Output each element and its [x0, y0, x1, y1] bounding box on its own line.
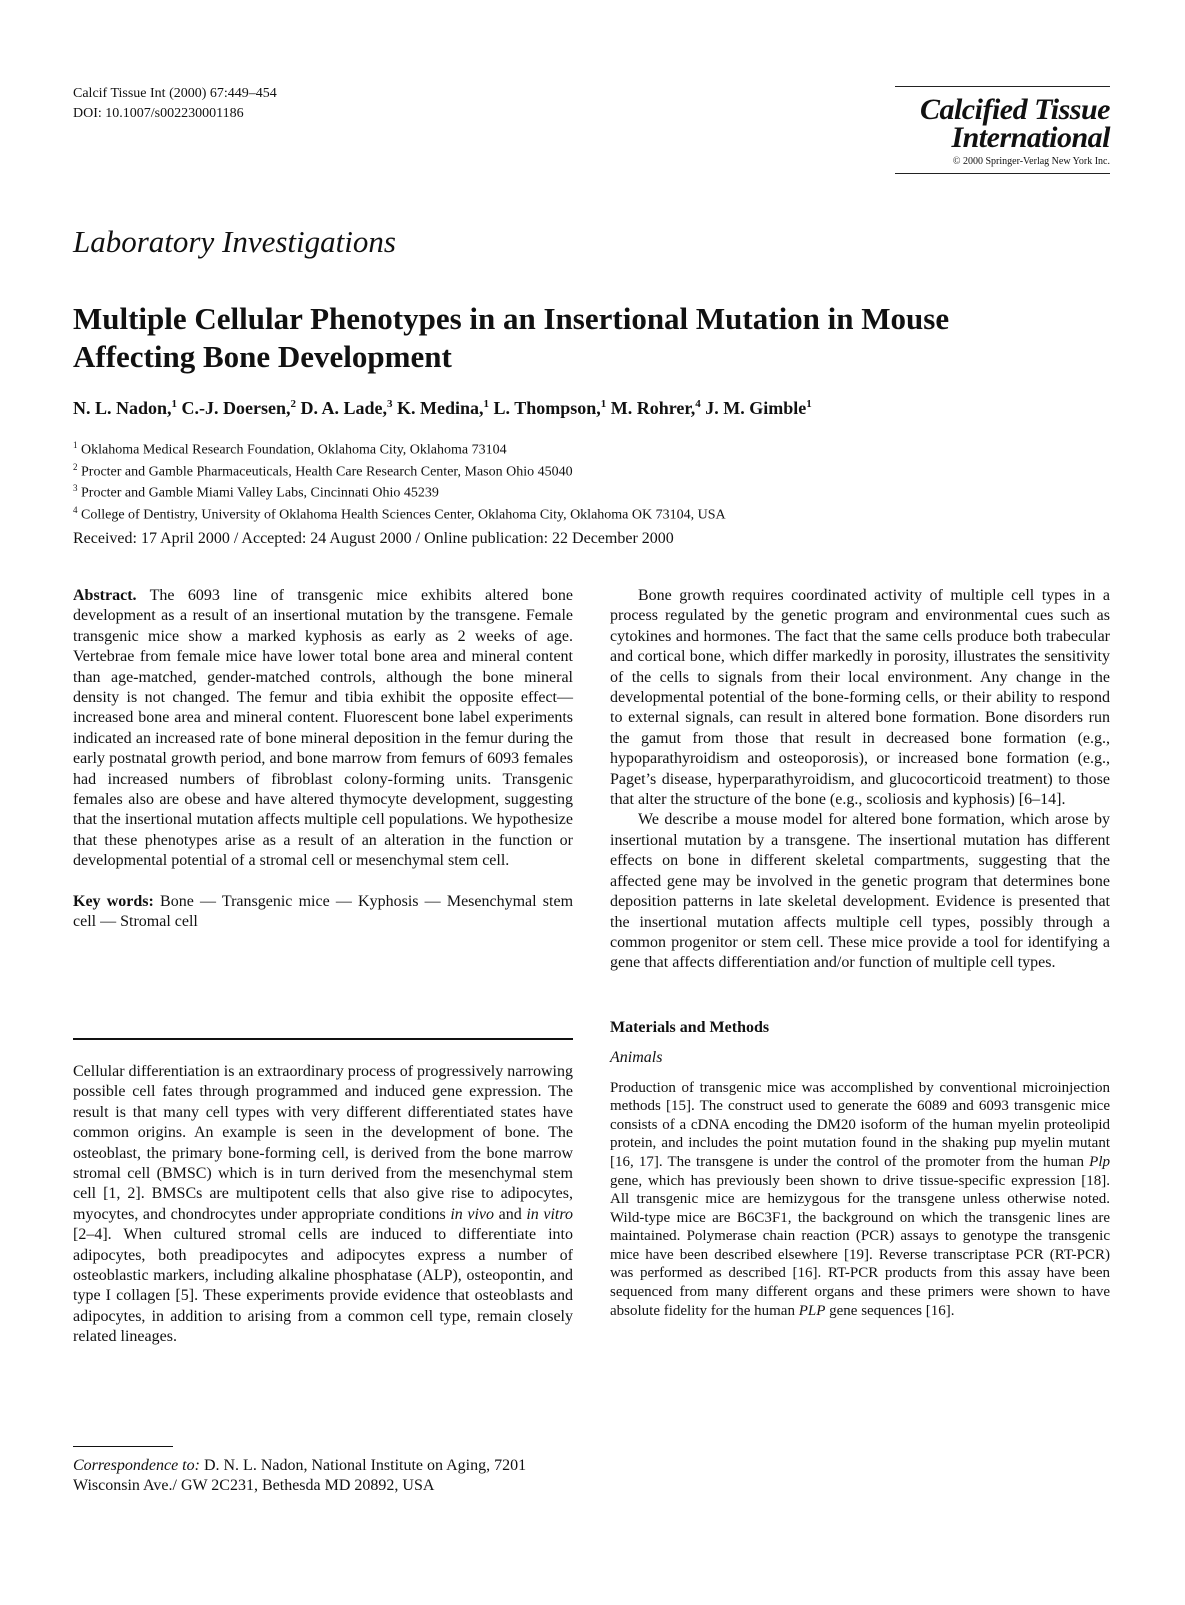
author: K. Medina,$^1$	[397, 398, 490, 418]
section-label: Laboratory Investigations	[73, 224, 396, 259]
brand-top-rule	[895, 86, 1110, 87]
keywords-label: Key words:	[73, 892, 154, 910]
doi: DOI: 10.1007/s002230001186	[73, 106, 244, 121]
abstract-divider	[73, 1038, 573, 1040]
keywords	[73, 892, 573, 933]
journal-logo-line2: International	[951, 121, 1110, 154]
publication-dates: Received: 17 April 2000 / Accepted: 24 August 2000 / Online publication: 22 December 2000	[73, 530, 674, 547]
intro-paragraph: We describe a mouse model for altered bone formation, which arose by insertional mutation by a transgene. The insertional mutation has different effects on bone in different skeletal compartments, suggesting that the affected gene may be involved in the genetic program that determines bone deposition patterns in late skeletal development. Evidence is presented that the insertional mutation affects multiple cell types, possibly through a common progenitor or stem cell. These mice provide a tool for identifying a gene that affects differentiation and/or function of multiple cell types.	[610, 811, 1110, 972]
affiliation: $^1$ Oklahoma Medical Research Foundation, Oklahoma City, Oklahoma 73104	[73, 440, 507, 458]
author-list	[73, 398, 812, 419]
author: J. M. Gimble$^1$	[705, 398, 812, 418]
author: L. Thompson,$^1$	[493, 398, 607, 418]
subsection-heading-animals: Animals	[610, 1049, 663, 1067]
journal-citation-block	[73, 84, 277, 124]
intro-paragraph: Cellular differentiation is an extraordinary process of progressively narrowing possible cell fates through programmed and induced gene expression. The result is that many cell types with very different differentiated states have common origins. An example is seen in the development of bone. The osteoblast, the primary bone-forming cell, is derived from the bone marrow stromal cell (BMSC) which is in turn derived from the mesenchymal stem cell [1, 2]. BMSCs are multipotent cells that also give rise to adipocytes, myocytes, and chondrocytes under appropriate conditions in vivo and in vitro [2–4]. When cultured stromal cells are induced to differentiate into adipocytes, both preadipocytes and adipocytes express a number of osteoblastic markers, including alkaline phosphatase (ALP), osteopontin, and type I collagen [5]. These experiments provide evidence that osteoblasts and adipocytes, in addition to arising from a common cell type, remain closely related lineages.	[73, 1063, 574, 1346]
footnote-divider	[73, 1446, 173, 1447]
abstract-label: Abstract.	[73, 587, 137, 604]
animals-paragraph: Production of transgenic mice was accomplished by conventional microinjection methods [15]. The construct used to generate the 6089 and 6093 transgenic mice consists of a cDNA encoding the DM20 isoform of the human myelin proteolipid protein, and includes the point mutation found in the shaking pup myelin mutant [16, 17]. The transgene is under the control of the promoter from the human Plp gene, which has previously been shown to drive tissue-specific expression [18]. All transgenic mice are hemizygous for the transgene unless otherwise noted. Wild-type mice are B6C3F1, the background on which the transgenic lines are maintained. Polymerase chain reaction (PCR) assays to genotype the transgenic mice have been described elsewhere [19]. Reverse transcriptase PCR (RT-PCR) was performed as described [16]. RT-PCR products from this assay have been sequenced from many different organs and these primers were shown to have absolute fidelity for the human PLP gene sequences [16].	[610, 1079, 1110, 1319]
correspondence-label: Correspondence to:	[73, 1457, 200, 1474]
intro-paragraph: Bone growth requires coordinated activity of multiple cell types in a process regulated by the genetic program and environmental cues such as cytokines and hormones. The fact that the same cells produce both trabecular and cortical bone, which differ markedly in porosity, illustrates the sensitivity of the cells to signals from their local environment. Any change in the developmental potential of the bone-forming cells, or their ability to respond to external signals, can result in altered bone formation. Bone disorders run the gamut from those that result in decreased bone formation (e.g., hypoparathyroidism and osteoporosis), or increased bone formation (e.g., Paget’s disease, hyperparathyroidism, and glucocorticoid treatment) to those that alter the structure of the bone (e.g., scoliosis and kyphosis) [6–14].	[610, 587, 1110, 809]
affiliation-list	[73, 437, 726, 524]
journal-logo-text	[895, 93, 1110, 154]
affiliation: $^4$ College of Dentistry, University of Oklahoma Health Sciences Center, Oklahoma City, Oklahoma OK 73104, USA	[73, 504, 726, 523]
title-line-1: Multiple Cellular Phenotypes in an Insertional Mutation in Mouse	[73, 301, 950, 336]
abstract-text: The 6093 line of transgenic mice exhibits altered bone development as a result of an insertional mutation by the transgene. Female transgenic mice show a marked kyphosis as early as 2 weeks of age. Vertebrae from female mice have lower total bone area and mineral content than age-matched, gender-matched controls, although the bone mineral density is not changed. The femur and tibia exhibit the opposite effect—increased bone area and mineral content. Fluorescent bone label experiments indicated an increased rate of bone mineral deposition in the femur during the early postnatal growth period, and bone marrow from femurs of 6093 females had increased numbers of fibroblast colony-forming units. Transgenic females also are obese and have altered thymocyte development, suggesting that the insertional mutation affects multiple cell populations. We hypothesize that these phenotypes arise as a result of an alteration in the function or developmental potential of a stromal cell or mesenchymal stem cell.	[73, 587, 573, 870]
paper-title	[73, 300, 1113, 376]
journal-brand	[895, 86, 1110, 174]
author: N. L. Nadon,$^1$	[73, 398, 178, 418]
journal-citation: Calcif Tissue Int (2000) 67:449–454	[73, 86, 277, 101]
author: M. Rohrer,$^4$	[610, 398, 701, 418]
title-line-2: Affecting Bone Development	[73, 339, 452, 374]
copyright: © 2000 Springer-Verlag New York Inc.	[952, 156, 1110, 167]
right-column	[610, 586, 1110, 1320]
keywords-text: Bone — Transgenic mice — Kyphosis — Mesenchymal stem cell — Stromal cell	[73, 892, 574, 931]
section-heading-methods: Materials and Methods	[610, 1018, 770, 1036]
intro-left	[73, 1062, 573, 1348]
author: D. A. Lade,$^3$	[300, 398, 393, 418]
left-column	[73, 586, 573, 933]
correspondence-text: D. N. L. Nadon, National Institute on Aging, 7201 Wisconsin Ave./ GW 2C231, Bethesda MD 20892, USA	[73, 1457, 527, 1494]
journal-logo-line1: Calcified Tissue	[919, 93, 1110, 126]
correspondence	[73, 1456, 573, 1496]
affiliation: $^3$ Procter and Gamble Miami Valley Labs, Cincinnati Ohio 45239	[73, 483, 439, 501]
brand-bottom-rule	[895, 173, 1110, 174]
abstract	[73, 586, 573, 872]
author: C.-J. Doersen,$^2$	[181, 398, 297, 418]
affiliation: $^2$ Procter and Gamble Pharmaceuticals, Health Care Research Center, Mason Ohio 45040	[73, 461, 573, 480]
